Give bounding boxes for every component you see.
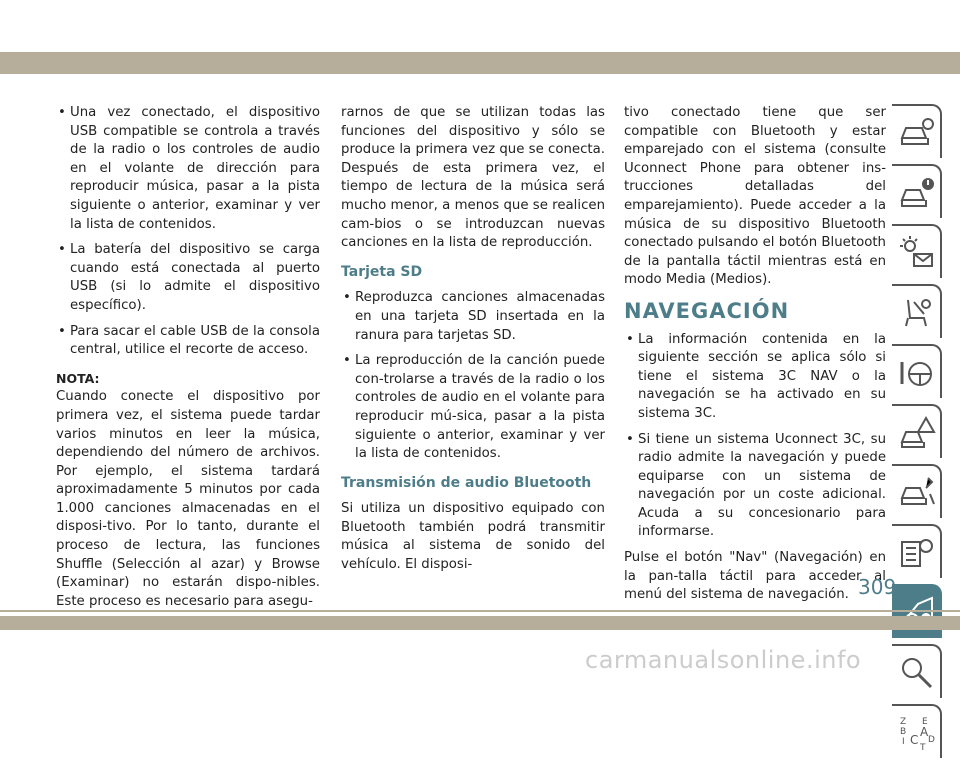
- tab-car-info[interactable]: [892, 104, 942, 158]
- lights-message-icon: [898, 234, 936, 272]
- tab-hazard-car[interactable]: [892, 404, 942, 458]
- car-service-icon: [898, 474, 936, 512]
- tab-search[interactable]: [892, 644, 942, 698]
- bullet-item: • La batería del dispositivo se carga cuando está conectada al puerto USB (si lo admite el dispositivo específico).: [56, 241, 320, 315]
- note-label: NOTA:: [56, 370, 100, 386]
- index-letter: E: [922, 717, 928, 727]
- paragraph: rarnos de que se utilizan todas las funciones del dispositivo y sólo se produce la primera vez que se conecta. Después de esta primera vez, el tiempo de lectura de la música será mucho menor, a menos que se realicen cam-bios o se introduzcan nuevas canciones en la lista de reproducción.: [341, 105, 605, 251]
- index-letter: I: [902, 737, 905, 747]
- tab-lights-message[interactable]: [892, 224, 942, 278]
- bullet-item: • Si tiene un sistema Uconnect 3C, su radio admite la navegación y puede equiparse con un sistema de navegación por un coste adicional. Acuda a su concesionario para informarse.: [624, 431, 886, 543]
- tab-alphabet-index[interactable]: [892, 704, 942, 758]
- paragraph: Pulse el botón "Nav" (Navegación) en la pan-talla táctil para acceder al menú del sistema de navegación.: [624, 550, 886, 603]
- index-letter: D: [928, 735, 935, 745]
- section-heading-bluetooth: Transmisión de audio Bluetooth: [341, 474, 592, 491]
- bullet-item: • La información contenida en la siguiente sección se aplica sólo si tiene el sistema 3C NAV o la navegación se ha activado en su sistema 3C.: [624, 331, 886, 424]
- seat-safety-icon: [898, 294, 936, 332]
- tab-steering-wheel[interactable]: [892, 344, 942, 398]
- search-icon: [898, 654, 936, 692]
- top-margin: [0, 0, 960, 48]
- checklist-gear-icon: [898, 534, 936, 572]
- index-letter: Z: [900, 717, 907, 727]
- bullet-item: • Una vez conectado, el dispositivo USB compatible se controla a través de la radio o los controles de audio en el volante de dirección para reproducir música, pasar a la pista siguiente o anterior, examinar y ver la lista de contenidos.: [56, 104, 320, 234]
- section-heading-sd: Tarjeta SD: [341, 263, 423, 280]
- car-info-icon: [898, 114, 936, 152]
- tab-car-warning[interactable]: [892, 164, 942, 218]
- watermark: carmanualsonline.info: [585, 646, 862, 674]
- alphabet-index-icon: [898, 714, 936, 752]
- tab-car-service[interactable]: [892, 464, 942, 518]
- paragraph: tivo conectado tiene que ser compatible con Bluetooth y estar emparejado con el sistema (consulte Uconnect Phone para obtener ins-trucciones detalladas del emparejamiento). Puede acceder a la música de su dispositivo Bluetooth conectado pulsando el botón Bluetooth de la pantalla táctil mientras está en modo Media (Medios).: [624, 105, 886, 288]
- footer-line: [0, 610, 960, 612]
- car-warning-icon: [898, 174, 936, 212]
- column-3: [624, 104, 886, 612]
- paragraph: Si utiliza un dispositivo equipado con Bluetooth también podrá transmitir música al sistema de sonido del vehículo. El disposi-: [341, 501, 605, 573]
- tab-seat-safety[interactable]: [892, 284, 942, 338]
- index-letter: A: [920, 725, 929, 739]
- index-letter: T: [920, 743, 926, 752]
- footer-band: [0, 616, 960, 630]
- index-letter: B: [900, 727, 907, 737]
- bullet-item: • Para sacar el cable USB de la consola central, utilice el recorte de acceso.: [56, 323, 320, 360]
- chapter-tabs: [892, 104, 942, 764]
- bullet-item: • Reproduzca canciones almacenadas en una tarjeta SD insertada en la ranura para tarjetas SD.: [341, 289, 605, 345]
- steering-wheel-icon: [898, 354, 936, 392]
- column-2: [341, 104, 605, 582]
- tab-checklist-gear[interactable]: [892, 524, 942, 578]
- page-number: 309: [858, 575, 897, 599]
- section-heading-navegacion: NAVEGACIÓN: [624, 298, 790, 323]
- column-1: [56, 104, 320, 618]
- bullet-item: • La reproducción de la canción puede con-trolarse a través de la radio o los controles de audio en el volante para reproducir mú-sica, pasar a la pista siguiente o anterior, examinar y ver la lista de contenidos.: [341, 352, 605, 464]
- header-band: [0, 52, 960, 74]
- hazard-car-icon: [898, 414, 936, 452]
- index-letter: C: [910, 733, 919, 747]
- note-text: Cuando conecte el dispositivo por primera vez, el sistema puede tardar varios minutos en leer la música, dependiendo del número de archivos. Por ejemplo, el sistema tardará aproximadamente 5 minutos por cada 1.000 canciones almacenadas en el disposi-tivo. Por lo tanto, durante el proceso de lectura, las funciones Shuffle (Selección al azar) y Browse (Examinar) no estarán dispo-nibles. Este proceso es necesario para asegu-: [56, 389, 320, 609]
